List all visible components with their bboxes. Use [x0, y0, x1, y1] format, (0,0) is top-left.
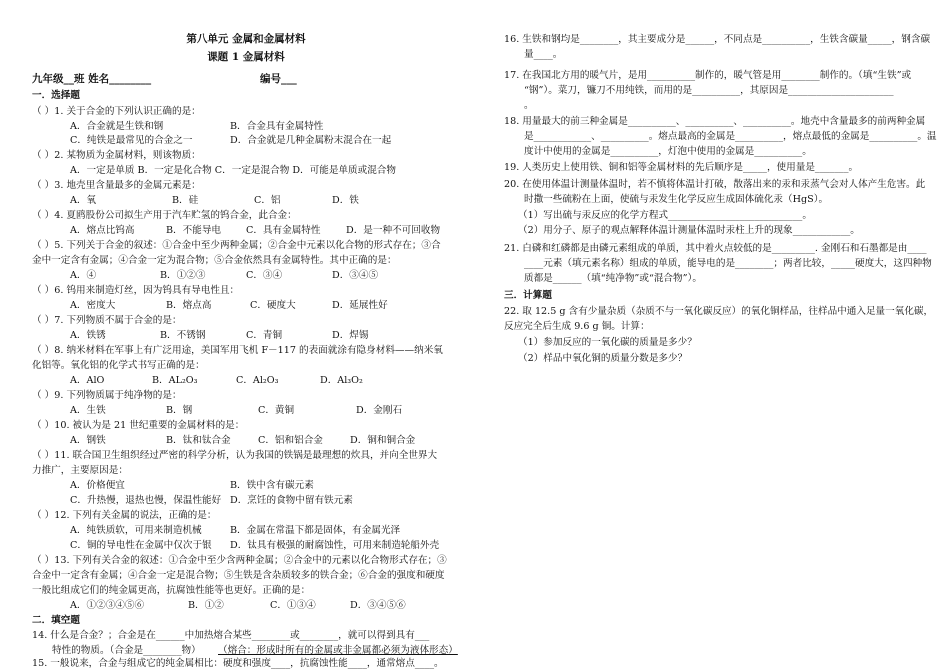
- option: C．Al₂O₃: [236, 375, 279, 386]
- question-17: 17. 在我国北方用的暖气片，是用__________制作的，暖气管是用________制作的。（填“生铁”或: [504, 70, 912, 81]
- option: D．合金就是几种金属粉末混合在一起: [230, 135, 392, 146]
- option: D．钛具有极强的耐腐蚀性，可用来制造轮船外壳: [230, 540, 440, 551]
- option: C．黄铜: [258, 405, 295, 416]
- option: D．③④⑤: [332, 270, 379, 281]
- option: B．不能导电: [166, 225, 222, 236]
- question-12: （ ）12. 下列有关金属的说法，正确的是：: [32, 510, 217, 521]
- question-21-cont: ____元素（填元素名称）组成的单质，能导电的是________；两者比较，_____硬度大，这四种物: [524, 258, 932, 269]
- option: D．是一种不可回收物: [346, 225, 441, 236]
- section-choice-heading: 一．选择题: [32, 90, 80, 101]
- option: C．①③④: [270, 600, 316, 611]
- option: B．硅: [172, 195, 199, 206]
- question-5: （ ）5. 下列关于合金的叙述：①合金中至少两种金属；②合金中元素以化合物的形式存在；③合: [32, 240, 441, 251]
- question-10: （ ）10. 被认为是 21 世纪重要的金属材料的是：: [32, 420, 245, 431]
- section-fill-heading: 二．填空题: [32, 615, 80, 626]
- question-8-cont: 化铝等。氧化铝的化学式书写正确的是：: [32, 360, 205, 371]
- option: A．合金就是生铁和钢: [70, 121, 164, 132]
- option: D．铁: [332, 195, 359, 206]
- option: B．①②③: [160, 270, 206, 281]
- option: A．AlO: [70, 375, 105, 386]
- question-16: 16. 生铁和钢均是________，其主要成分是______，不同点是__________，生铁含碳量_____，钢含碳: [504, 34, 931, 45]
- question-9: （ ）9. 下列物质属于纯净物的是：: [32, 390, 182, 401]
- question-22-part-2: （2）样品中氧化铜的质量分数是多少？: [518, 353, 688, 364]
- option: A．熔点比钨高: [70, 225, 135, 236]
- question-4: （ ）4. 夏鸥股份公司拟生产用于汽车贮氢的钨合金，此合金：: [32, 210, 297, 221]
- option: D．金刚石: [356, 405, 403, 416]
- question-5-cont: 金中一定含有金属；④合金一定为混合物；⑤合金依然具有金属特性。其中正确的是：: [32, 255, 397, 266]
- question-14-note: （熔合：形成时所有的金属或非金属都必须为液体形态）: [218, 645, 458, 656]
- question-15: 15. 一般说来，合金与组成它的纯金属相比：硬度和强度____，抗腐蚀性能____，通常熔点____。: [32, 658, 444, 669]
- question-13-cont: 合金中一定含有金属；④合金一定是混合物；⑤生铁是含杂质较多的铁合金；⑥合金的强度和硬度: [32, 570, 445, 581]
- question-14: 14. 什么是合金？；合金是在______中加热熔合某些________或________，就可以得到具有___: [32, 630, 430, 641]
- question-8: （ ）8. 纳米材料在军事上有广泛用途，美国军用飞机 F－117 的表面就涂有隐身材料——纳米氧: [32, 345, 443, 356]
- question-2: （ ）2. 某物质为金属材料，则该物质：: [32, 150, 201, 161]
- option: B．AL₂O₃: [152, 375, 198, 386]
- option: D．Al₃O₂: [320, 375, 363, 386]
- question-11-cont: 力推广，主要原因是：: [32, 465, 128, 476]
- question-18: 18. 用量最大的前三种金属是__________、__________、__________。地壳中含量最多的前两种金属: [504, 116, 926, 127]
- question-7: （ ）7. 下列物质不属于合金的是：: [32, 315, 182, 326]
- question-1: （ ）1. 关于合金的下列认识正确的是：: [32, 106, 201, 117]
- option: C．铝和铝合金: [258, 435, 323, 446]
- option: D．延展性好: [332, 300, 388, 311]
- question-18-cont: 度计中使用的金属是__________，灯泡中使用的金属是__________。: [524, 146, 812, 157]
- question-17-end: 。: [524, 100, 534, 111]
- option: D．烹饪的食物中留有铁元素: [230, 495, 353, 506]
- option: C．③④: [246, 270, 283, 281]
- option: A．④: [70, 270, 97, 281]
- option: A．钢铁: [70, 435, 106, 446]
- question-6: （ ）6. 钨用来制造灯丝，因为钨具有导电性且：: [32, 285, 240, 296]
- option: C．硬度大: [250, 300, 296, 311]
- question-19: 19. 人类历史上使用铁、铜和铝等金属材料的先后顺序是_____，使用量是_______。: [504, 162, 859, 173]
- options-row: A．一定是单质 B．一定是化合物 C．一定是混合物 D．可能是单质或混合物: [70, 165, 396, 176]
- option: A．纯铁质软，可用来制造机械: [70, 525, 202, 536]
- question-20: 20. 在使用体温计测量体温时，若不慎将体温计打破，散落出来的汞和汞蒸气会对人体产生危害。此: [504, 179, 926, 190]
- option: B．铁中含有碳元素: [230, 480, 314, 491]
- option: D．③④⑤⑥: [350, 600, 406, 611]
- option: C．铜的导电性在金属中仅次于银: [70, 540, 212, 551]
- option: A．价格便宜: [70, 480, 125, 491]
- question-20-part-1: （1）写出硫与汞反应的化学方程式____________________________。: [518, 210, 812, 221]
- option: C．具有金属特性: [246, 225, 321, 236]
- option: C．纯铁是最常见的合金之一: [70, 135, 193, 146]
- option: B．钛和钛合金: [166, 435, 231, 446]
- question-20-cont: 时撒一些硫粉在上面，使硫与汞发生化学反应生成固体硫化汞（HgS）。: [524, 194, 829, 205]
- option: C．升热慢，退热也慢，保温性能好: [70, 495, 222, 506]
- section-calc-heading: 三．计算题: [504, 290, 552, 301]
- option: B．合金具有金属特性: [230, 121, 324, 132]
- option: A．①②③④⑤⑥: [70, 600, 145, 611]
- option: C．铝: [254, 195, 281, 206]
- question-21: 21. 白磷和红磷都是由磷元素组成的单质，其中着火点较低的是_________. 金刚石和石墨都是由____: [504, 243, 927, 254]
- question-22-cont: 反应完全后生成 9.6 g 铜。计算：: [504, 321, 650, 332]
- question-13-cont: 一般比组成它们的纯金属更高，抗腐蚀性能等也更好。正确的是：: [32, 585, 311, 596]
- option: A．生铁: [70, 405, 106, 416]
- option: D．焊锡: [332, 330, 369, 341]
- option: C．青铜: [246, 330, 283, 341]
- question-20-part-2: （2）用分子、原子的观点解释体温计测量体温时汞柱上升的现象____________。: [518, 225, 860, 236]
- option: D．铜和铜合金: [350, 435, 416, 446]
- option: A．密度大: [70, 300, 116, 311]
- question-17-cont: “钢”）。菜刀，镰刀不用纯铁，而用的是__________，其原因是______________________: [524, 85, 894, 96]
- question-11: （ ）11. 联合国卫生组织经过严密的科学分析，认为我国的铁锅是最理想的炊具，并向全世界大: [32, 450, 438, 461]
- option: B．熔点高: [166, 300, 212, 311]
- option: A．铁锈: [70, 330, 106, 341]
- number-line: 编号___: [260, 73, 297, 85]
- unit-title: 第八单元 金属和金属材料: [186, 33, 306, 45]
- lesson-title: 课题 1 金属材料: [207, 51, 285, 63]
- class-name-line: 九年级__班 姓名________: [32, 73, 152, 85]
- question-22: 22. 取 12.5 g 含有少量杂质（杂质不与一氧化碳反应）的氧化铜样品，往样品中通入足量一氧化碳，: [504, 306, 934, 317]
- question-16-cont: 量____。: [524, 49, 563, 60]
- question-14-cont: 特性的物质。（合金是________物）: [52, 645, 201, 656]
- option: A．氧: [70, 195, 97, 206]
- option: B．金属在常温下都是固体，有金属光泽: [230, 525, 401, 536]
- question-3: （ ）3. 地壳里含量最多的金属元素是：: [32, 180, 201, 191]
- option: B．不锈钢: [160, 330, 206, 341]
- option: B．钢: [166, 405, 193, 416]
- question-22-part-1: （1）参加反应的一氧化碳的质量是多少？: [518, 337, 697, 348]
- question-21-cont: 质都是______（填“纯净物”或“混合物”）。: [524, 273, 702, 284]
- option: B．①②: [188, 600, 224, 611]
- question-13: （ ）13. 下列有关合金的叙述：①合金中至少含两种金属；②合金中的元素以化合物形式存在；③: [32, 555, 447, 566]
- question-18-cont: 是____________、__________。熔点最高的金属是__________，熔点最低的金属是__________。温: [524, 131, 937, 142]
